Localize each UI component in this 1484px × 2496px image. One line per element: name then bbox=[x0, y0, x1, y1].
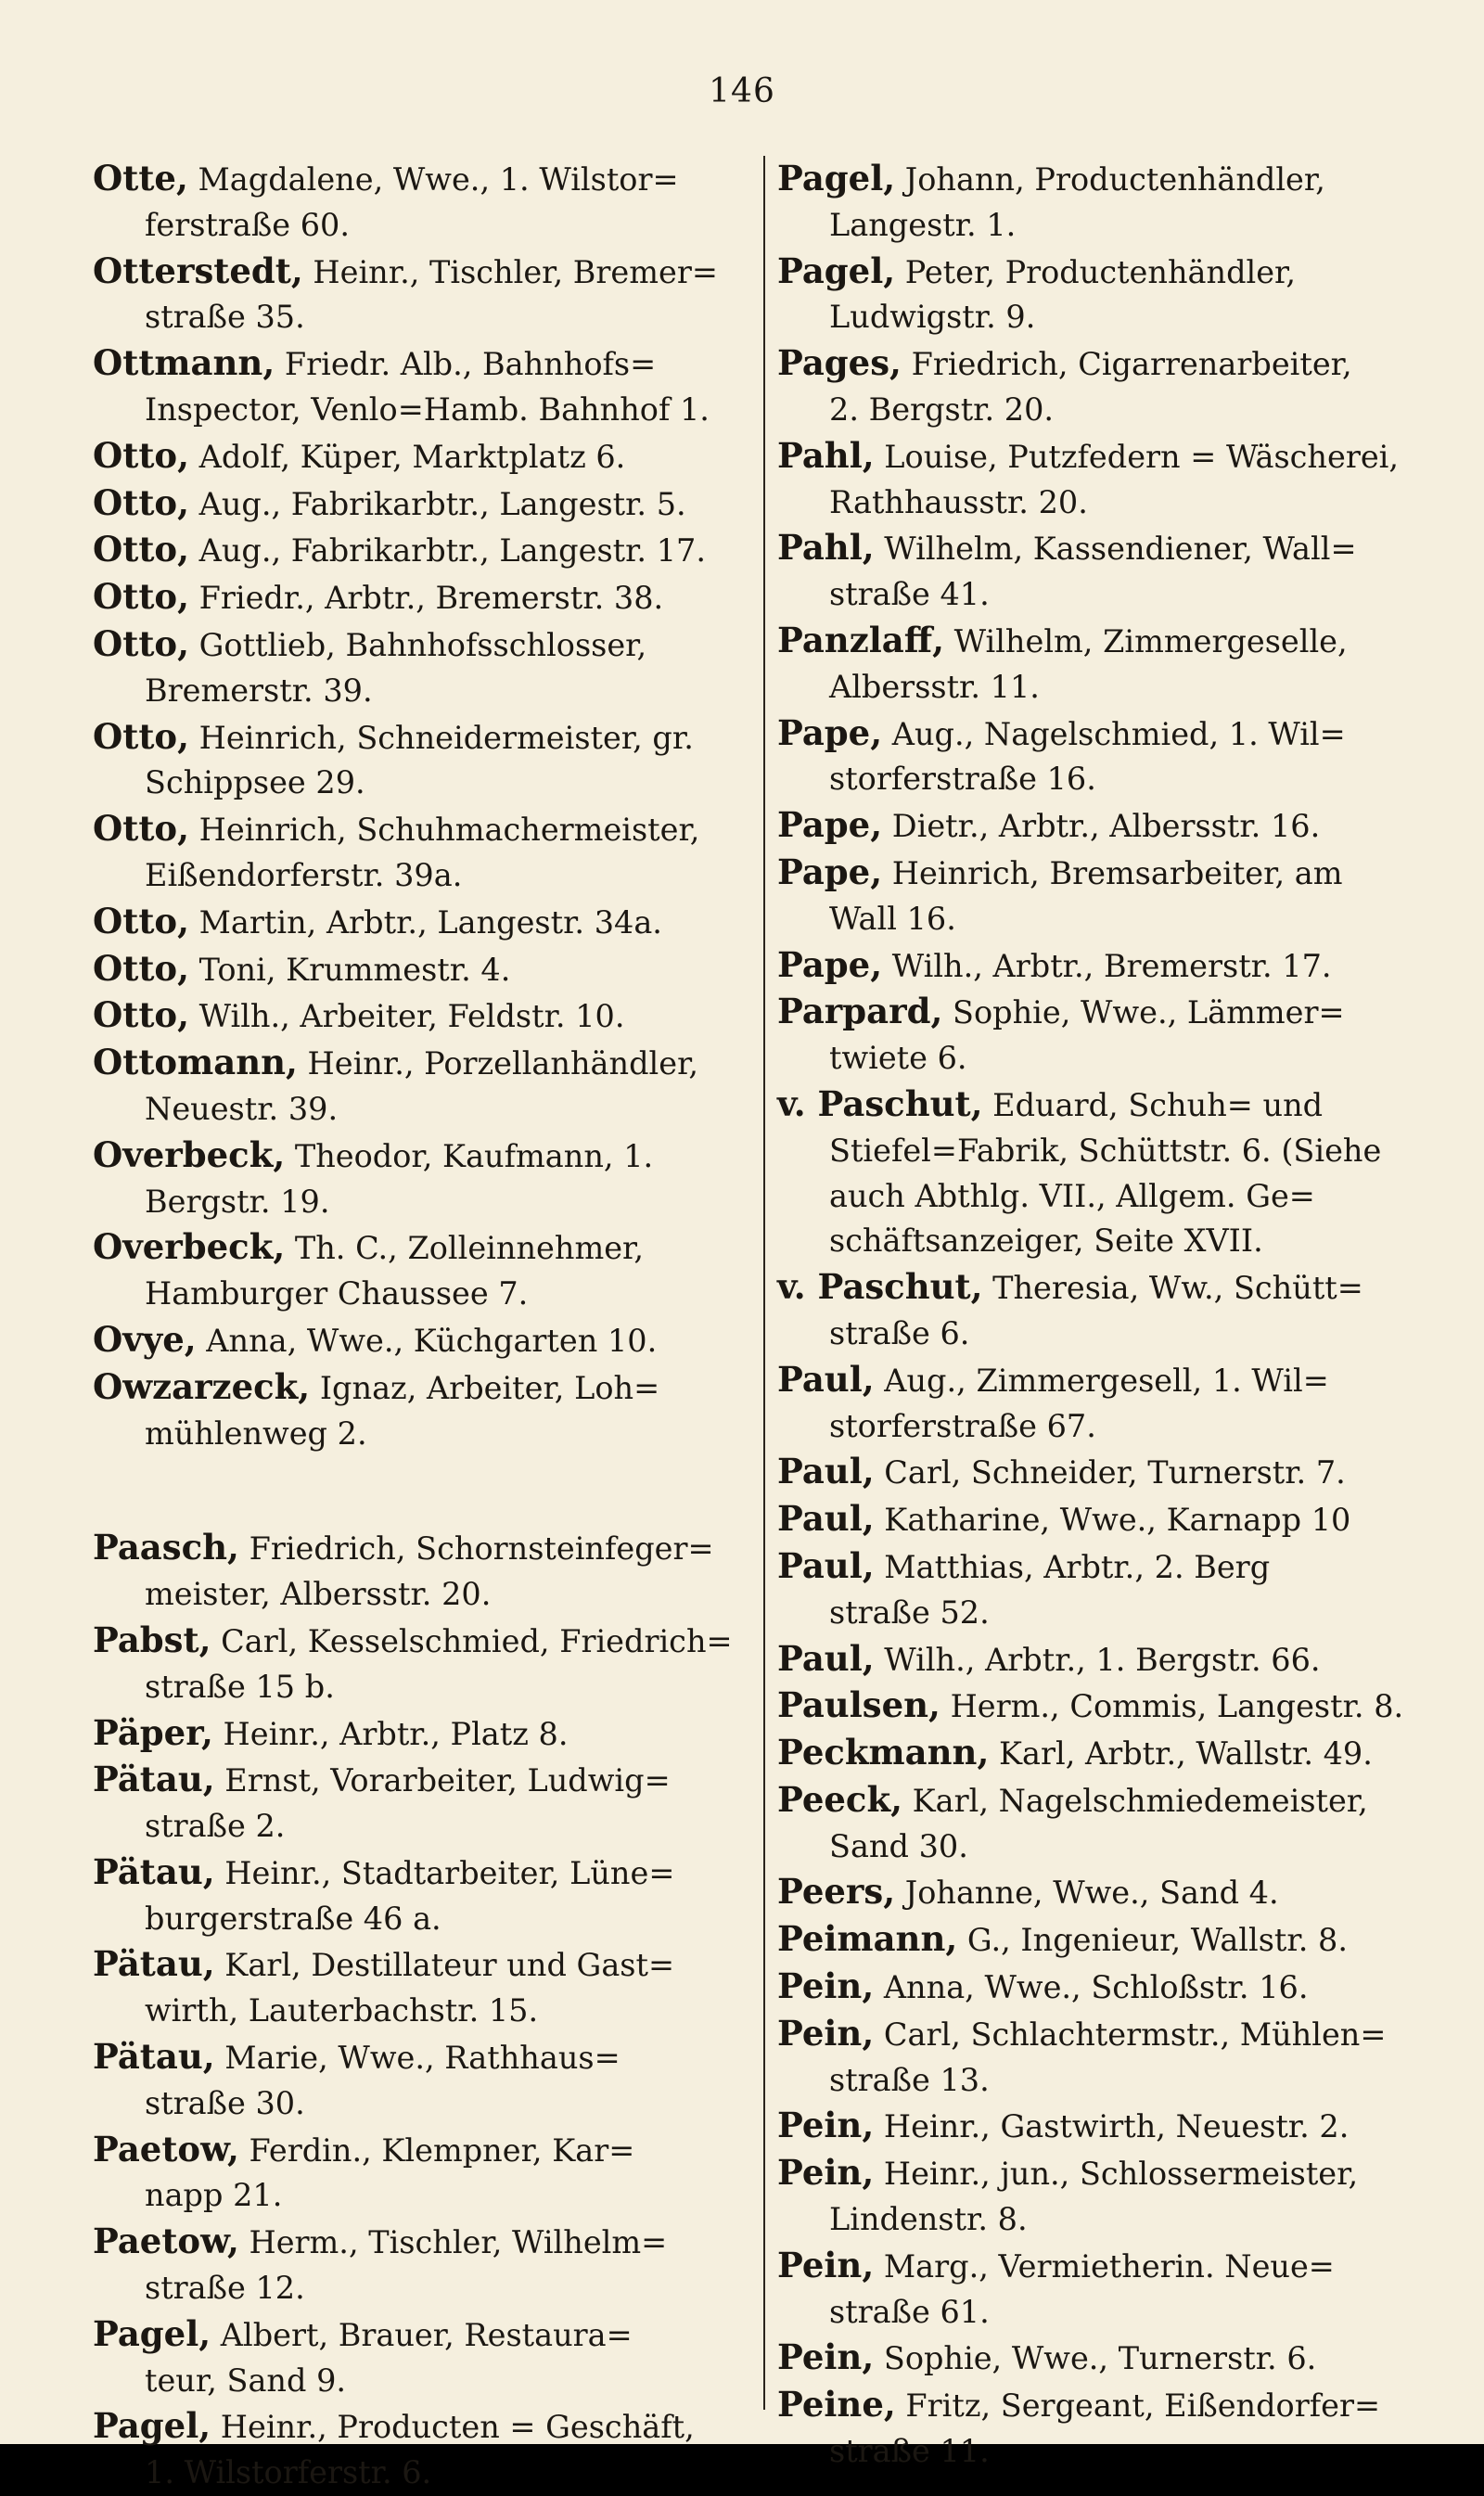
entry-text: Marie, Wwe., Rathhaus= bbox=[214, 2040, 620, 2077]
entry-line bbox=[777, 2011, 1438, 2058]
entry-continuation: Ludwigstr. 9. bbox=[829, 299, 1036, 336]
entry-name: Paul, bbox=[777, 1451, 875, 1492]
entry-line bbox=[93, 621, 753, 669]
entry-text: Theodor, Kaufmann, 1. bbox=[285, 1137, 654, 1174]
directory-entry bbox=[777, 1777, 1438, 1870]
entry-line bbox=[777, 1777, 1438, 1824]
entry-line bbox=[777, 433, 1438, 480]
entry-name: Paasch, bbox=[93, 1527, 239, 1568]
directory-entry bbox=[93, 480, 753, 528]
entry-name: Otto, bbox=[93, 994, 189, 1036]
directory-entry bbox=[777, 2103, 1438, 2150]
entry-line bbox=[777, 340, 1438, 388]
entry-line bbox=[777, 1082, 1438, 1129]
entry-line bbox=[777, 850, 1438, 897]
page-number: 146 bbox=[709, 72, 775, 110]
entry-name: Otto, bbox=[93, 434, 189, 476]
directory-entry bbox=[777, 1496, 1438, 1543]
entry-continuation: meister, Albersstr. 20. bbox=[145, 1576, 492, 1613]
entry-name: Overbeck, bbox=[93, 1226, 286, 1268]
entry-text: Matthias, Arbtr., 2. Berg bbox=[874, 1548, 1271, 1585]
directory-entry bbox=[777, 340, 1438, 433]
directory-entry bbox=[777, 1082, 1438, 1264]
entry-line bbox=[777, 2103, 1438, 2150]
directory-entry bbox=[777, 249, 1438, 341]
entry-name: Overbeck, bbox=[93, 1133, 286, 1175]
entry-text: Heinr., Arbtr., Platz 8. bbox=[212, 1715, 569, 1752]
directory-entry bbox=[93, 156, 753, 249]
directory-entry bbox=[777, 618, 1438, 710]
entry-line bbox=[93, 574, 753, 621]
entry-line bbox=[93, 249, 753, 296]
entry-continuation: Hamburger Chaussee 7. bbox=[145, 1275, 529, 1312]
entry-line bbox=[93, 1710, 753, 1758]
entry-line bbox=[777, 1496, 1438, 1543]
entry-name: Ottomann, bbox=[93, 1042, 298, 1083]
entry-name: Pabst, bbox=[93, 1619, 211, 1660]
entry-text: Martin, Arbtr., Langestr. 34a. bbox=[188, 903, 662, 941]
directory-entry bbox=[777, 1730, 1438, 1777]
directory-entry bbox=[777, 1636, 1438, 1683]
entry-text: Karl, Nagelschmiedemeister, bbox=[902, 1782, 1368, 1819]
entry-line bbox=[93, 2127, 753, 2174]
entry-continuation: 2. Bergstr. 20. bbox=[829, 390, 1055, 428]
entry-continuation: Wall 16. bbox=[829, 900, 956, 937]
entry-name: Pages, bbox=[777, 342, 902, 384]
entry-continuation: teur, Sand 9. bbox=[145, 2362, 347, 2399]
entry-text: Marg., Vermietherin. Neue= bbox=[874, 2247, 1335, 2285]
directory-entry bbox=[93, 1757, 753, 1850]
entry-line bbox=[93, 2311, 753, 2359]
entry-text: Th. C., Zolleinnehmer, bbox=[285, 1230, 645, 1267]
entry-name: Otterstedt, bbox=[93, 250, 303, 291]
entry-name: Peers, bbox=[777, 1871, 896, 1913]
entry-line bbox=[93, 1757, 753, 1804]
entry-line bbox=[777, 2243, 1438, 2290]
entry-text: Anna, Wwe., Schloßstr. 16. bbox=[874, 1969, 1309, 2006]
directory-entry bbox=[777, 1964, 1438, 2011]
entry-line bbox=[777, 710, 1438, 758]
entry-line bbox=[777, 1869, 1438, 1916]
directory-entry bbox=[93, 249, 753, 341]
directory-entry bbox=[93, 2219, 753, 2311]
entry-line bbox=[777, 156, 1438, 203]
directory-entry bbox=[93, 1133, 753, 1225]
entry-continuation: straße 13. bbox=[829, 2061, 990, 2098]
directory-entry bbox=[93, 1364, 753, 1457]
entry-name: Peimann, bbox=[777, 1918, 958, 1960]
entry-name: Pagel, bbox=[777, 158, 896, 198]
entry-text: Heinr., Gastwirth, Neuestr. 2. bbox=[874, 2108, 1350, 2145]
entry-name: Owzarzeck, bbox=[93, 1365, 311, 1407]
entry-line bbox=[93, 899, 753, 946]
entry-name: Peeck, bbox=[777, 1778, 902, 1820]
entry-name: Päper, bbox=[93, 1711, 213, 1753]
directory-entry bbox=[777, 1683, 1438, 1730]
directory-entry bbox=[93, 1525, 753, 1618]
directory-entry bbox=[93, 2034, 753, 2127]
entry-line bbox=[777, 942, 1438, 990]
entry-text: Magdalene, Wwe., 1. Wilstor= bbox=[187, 161, 679, 198]
entry-line bbox=[93, 992, 753, 1040]
entry-line bbox=[93, 1224, 753, 1272]
entry-name: Otto, bbox=[93, 900, 189, 941]
directory-entry bbox=[777, 2150, 1438, 2243]
entry-text: Friedrich, Schornsteinfeger= bbox=[238, 1530, 714, 1568]
entry-line bbox=[93, 340, 753, 388]
directory-entry bbox=[93, 2311, 753, 2404]
entry-text: Heinr., Producten = Geschäft, bbox=[211, 2409, 695, 2446]
entry-text: Carl, Kesselschmied, Friedrich= bbox=[211, 1622, 733, 1659]
entry-continuation: wirth, Lauterbachstr. 15. bbox=[145, 1992, 539, 2029]
entry-line bbox=[93, 2034, 753, 2081]
entry-continuation: straße 35. bbox=[145, 299, 305, 336]
entry-name: Pagel, bbox=[93, 2405, 211, 2447]
entry-line bbox=[93, 1618, 753, 1665]
entry-continuation: straße 52. bbox=[829, 1594, 990, 1631]
directory-entry bbox=[93, 2127, 753, 2220]
directory-entry bbox=[777, 710, 1438, 803]
entry-name: Otto, bbox=[93, 947, 189, 989]
directory-entry bbox=[777, 2382, 1438, 2475]
entry-name: Pätau, bbox=[93, 1759, 215, 1800]
entry-name: Peine, bbox=[777, 2384, 896, 2426]
entry-name: Pein, bbox=[777, 2105, 875, 2146]
directory-entry bbox=[93, 527, 753, 574]
entry-text: Heinr., Stadtarbeiter, Lüne= bbox=[214, 1854, 675, 1891]
directory-entry bbox=[93, 1317, 753, 1364]
entry-line bbox=[93, 946, 753, 993]
entry-text: Wilhelm, Kassendiener, Wall= bbox=[874, 531, 1357, 568]
left-column bbox=[93, 156, 753, 2496]
entry-continuation: schäftsanzeiger, Seite XVII. bbox=[829, 1222, 1263, 1260]
directory-entry bbox=[777, 1543, 1438, 1636]
entry-line bbox=[777, 618, 1438, 665]
entry-continuation: Lindenstr. 8. bbox=[829, 2201, 1028, 2238]
directory-entry bbox=[93, 340, 753, 433]
entry-text: Johanne, Wwe., Sand 4. bbox=[895, 1875, 1279, 1912]
entry-name: Panzlaff, bbox=[777, 619, 944, 660]
entry-continuation: twiete 6. bbox=[829, 1040, 967, 1077]
entry-line bbox=[777, 2382, 1438, 2429]
entry-text: Toni, Krummestr. 4. bbox=[188, 951, 511, 988]
directory-entry bbox=[777, 802, 1438, 850]
entry-continuation: straße 15 b. bbox=[145, 1668, 335, 1705]
entry-text: Karl, Arbtr., Wallstr. 49. bbox=[989, 1735, 1373, 1773]
entry-text: Ferdin., Klempner, Kar= bbox=[238, 2131, 635, 2169]
entry-text: Friedrich, Cigarrenarbeiter, bbox=[901, 346, 1352, 383]
entry-name: v. Paschut, bbox=[777, 1082, 983, 1124]
entry-continuation: ferstraße 60. bbox=[145, 206, 351, 243]
entry-line bbox=[93, 156, 753, 203]
directory-entry bbox=[777, 989, 1438, 1082]
entry-text: Wilh., Arbtr., 1. Bergstr. 66. bbox=[874, 1641, 1321, 1678]
entry-name: Otto, bbox=[93, 622, 189, 664]
entry-text: Wilhelm, Zimmergeselle, bbox=[944, 622, 1348, 659]
entry-text: Carl, Schlachtermstr., Mühlen= bbox=[874, 2016, 1387, 2053]
entry-continuation: straße 61. bbox=[829, 2293, 990, 2330]
entry-continuation: straße 2. bbox=[145, 1808, 286, 1845]
entry-line bbox=[777, 1964, 1438, 2011]
entry-line bbox=[93, 1941, 753, 1989]
directory-entry bbox=[93, 1710, 753, 1758]
directory-entry bbox=[93, 946, 753, 993]
entry-text: Sophie, Wwe., Lämmer= bbox=[942, 994, 1345, 1031]
directory-entry bbox=[93, 574, 753, 621]
entry-name: Paulsen, bbox=[777, 1684, 940, 1726]
entry-line bbox=[93, 1364, 753, 1412]
directory-entry bbox=[777, 2243, 1438, 2336]
entry-name: Pein, bbox=[777, 2152, 875, 2194]
entry-text: Karl, Destillateur und Gast= bbox=[214, 1947, 675, 1984]
directory-entry bbox=[777, 433, 1438, 526]
entry-text: Friedr. Alb., Bahnhofs= bbox=[275, 346, 657, 383]
section-gap bbox=[93, 1456, 753, 1525]
entry-text: Katharine, Wwe., Karnapp 10 bbox=[874, 1502, 1351, 1539]
entry-name: Ovye, bbox=[93, 1318, 197, 1360]
entry-line bbox=[777, 1636, 1438, 1683]
entry-name: Otto, bbox=[93, 529, 189, 570]
entry-line bbox=[777, 1916, 1438, 1964]
entry-text: Gottlieb, Bahnhofsschlosser, bbox=[188, 626, 647, 663]
directory-entry bbox=[777, 156, 1438, 249]
entry-line bbox=[93, 1317, 753, 1364]
entry-text: Aug., Nagelschmied, 1. Wil= bbox=[882, 715, 1346, 752]
entry-continuation: straße 41. bbox=[829, 576, 990, 613]
entry-text: Ernst, Vorarbeiter, Ludwig= bbox=[214, 1762, 671, 1799]
entry-line bbox=[777, 249, 1438, 296]
entry-line bbox=[777, 525, 1438, 572]
entry-text: Ignaz, Arbeiter, Loh= bbox=[310, 1369, 660, 1406]
entry-line bbox=[777, 1543, 1438, 1591]
entry-text: Aug., Fabrikarbtr., Langestr. 17. bbox=[188, 532, 707, 570]
entry-continuation: straße 30. bbox=[145, 2084, 305, 2121]
entry-name: Otto, bbox=[93, 576, 189, 618]
entry-line bbox=[93, 1525, 753, 1572]
entry-text: Heinr., Porzellanhändler, bbox=[297, 1045, 699, 1082]
entry-continuation: Neuestr. 39. bbox=[145, 1090, 339, 1127]
directory-entry bbox=[777, 1869, 1438, 1916]
entry-name: Pagel, bbox=[777, 250, 896, 291]
entry-continuation: burgerstraße 46 a. bbox=[145, 1900, 441, 1937]
entry-text: Herm., Commis, Langestr. 8. bbox=[940, 1688, 1404, 1725]
entry-text: Dietr., Arbtr., Albersstr. 16. bbox=[882, 808, 1321, 845]
entry-continuation: straße 11. bbox=[829, 2433, 990, 2470]
entry-continuation: Schippsee 29. bbox=[145, 764, 365, 801]
entry-name: Paul, bbox=[777, 1544, 875, 1586]
entry-text: Johann, Productenhändler, bbox=[895, 161, 1325, 198]
directory-entry bbox=[93, 1618, 753, 1710]
entry-name: Paul, bbox=[777, 1498, 875, 1540]
entry-text: Wilh., Arbeiter, Feldstr. 10. bbox=[188, 998, 625, 1035]
directory-entry bbox=[93, 621, 753, 714]
entry-text: Wilh., Arbtr., Bremerstr. 17. bbox=[882, 947, 1332, 984]
entry-name: Otto, bbox=[93, 808, 189, 850]
entry-continuation: Eißendorferstr. 39a. bbox=[145, 856, 463, 893]
entry-continuation: Bergstr. 19. bbox=[145, 1183, 330, 1220]
entry-line bbox=[777, 1264, 1438, 1312]
entry-name: Pagel, bbox=[93, 2312, 211, 2354]
entry-line bbox=[777, 2335, 1438, 2382]
entry-text: Carl, Schneider, Turnerstr. 7. bbox=[874, 1454, 1346, 1491]
entry-continuation: Langestr. 1. bbox=[829, 206, 1017, 243]
directory-entry bbox=[777, 850, 1438, 942]
entry-continuation: Sand 30. bbox=[829, 1827, 968, 1864]
entry-name: Otte, bbox=[93, 158, 188, 198]
entry-name: Paul, bbox=[777, 1358, 875, 1400]
entry-text: Adolf, Küper, Marktplatz 6. bbox=[188, 438, 626, 475]
entry-text: Heinrich, Bremsarbeiter, am bbox=[882, 854, 1343, 891]
entry-line bbox=[777, 989, 1438, 1036]
entry-continuation: storferstraße 16. bbox=[829, 761, 1096, 798]
entry-continuation: Albersstr. 11. bbox=[829, 668, 1040, 705]
entry-continuation: 1. Wilstorferstr. 6. bbox=[145, 2454, 432, 2491]
directory-entry bbox=[93, 899, 753, 946]
entry-text: Heinrich, Schuhmachermeister, bbox=[188, 812, 700, 849]
entry-name: Pahl, bbox=[777, 434, 875, 476]
directory-entry bbox=[93, 1941, 753, 2034]
directory-entry bbox=[93, 2403, 753, 2496]
entry-name: Otto, bbox=[93, 715, 189, 757]
entry-name: Pahl, bbox=[777, 527, 875, 569]
entry-line bbox=[93, 714, 753, 762]
entry-name: v. Paschut, bbox=[777, 1266, 983, 1308]
right-column bbox=[777, 156, 1438, 2475]
entry-line bbox=[93, 806, 753, 853]
entry-name: Peckmann, bbox=[777, 1732, 990, 1773]
directory-entry bbox=[93, 992, 753, 1040]
entry-text: Heinr., Tischler, Bremer= bbox=[302, 253, 718, 290]
entry-line bbox=[93, 527, 753, 574]
entry-text: G., Ingenieur, Wallstr. 8. bbox=[957, 1922, 1348, 1959]
entry-line bbox=[93, 480, 753, 528]
entry-line bbox=[777, 2150, 1438, 2197]
entry-continuation: mühlenweg 2. bbox=[145, 1414, 367, 1452]
entry-name: Pätau, bbox=[93, 2036, 215, 2078]
entry-name: Pätau, bbox=[93, 1943, 215, 1985]
entry-line bbox=[777, 1357, 1438, 1404]
directory-entry bbox=[777, 2011, 1438, 2104]
entry-text: Fritz, Sergeant, Eißendorfer= bbox=[895, 2387, 1381, 2425]
entry-name: Pein, bbox=[777, 2336, 875, 2378]
entry-text: Eduard, Schuh= und bbox=[982, 1086, 1324, 1123]
entry-text: Louise, Putzfedern = Wäscherei, bbox=[874, 438, 1400, 475]
entry-continuation: Bremerstr. 39. bbox=[145, 672, 373, 709]
directory-entry bbox=[777, 525, 1438, 618]
directory-entry bbox=[777, 1916, 1438, 1964]
entry-text: Albert, Brauer, Restaura= bbox=[211, 2316, 633, 2353]
entry-name: Pape, bbox=[777, 804, 883, 846]
directory-entry bbox=[93, 806, 753, 899]
entry-name: Paetow, bbox=[93, 2128, 239, 2170]
entry-text: Anna, Wwe., Küchgarten 10. bbox=[196, 1322, 658, 1359]
entry-line bbox=[93, 1850, 753, 1897]
entry-name: Paul, bbox=[777, 1637, 875, 1679]
directory-entry bbox=[777, 1357, 1438, 1450]
entry-line bbox=[777, 1449, 1438, 1496]
entry-text: Heinrich, Schneidermeister, gr. bbox=[188, 719, 694, 756]
entry-line bbox=[93, 1133, 753, 1180]
entry-text: Aug., Fabrikarbtr., Langestr. 5. bbox=[188, 485, 686, 522]
entry-line bbox=[777, 1683, 1438, 1730]
entry-name: Ottmann, bbox=[93, 342, 275, 384]
directory-entry bbox=[777, 1264, 1438, 1357]
directory-entry bbox=[93, 714, 753, 807]
entry-text: Friedr., Arbtr., Bremerstr. 38. bbox=[188, 580, 664, 617]
directory-entry bbox=[93, 1224, 753, 1317]
directory-entry bbox=[777, 942, 1438, 990]
entry-line bbox=[93, 433, 753, 480]
entry-name: Pein, bbox=[777, 1965, 875, 2007]
entry-name: Pape, bbox=[777, 943, 883, 985]
entry-text: Sophie, Wwe., Turnerstr. 6. bbox=[874, 2340, 1317, 2377]
entry-name: Pein, bbox=[777, 2012, 875, 2054]
entry-name: Otto, bbox=[93, 481, 189, 523]
entry-name: Pape, bbox=[777, 851, 883, 892]
entry-text: Theresia, Ww., Schütt= bbox=[982, 1270, 1363, 1307]
entry-continuation: straße 12. bbox=[145, 2270, 305, 2307]
entry-line bbox=[777, 1730, 1438, 1777]
directory-entry bbox=[93, 1040, 753, 1133]
entry-name: Parpard, bbox=[777, 991, 943, 1032]
entry-line bbox=[93, 1040, 753, 1087]
column-divider bbox=[763, 156, 765, 2410]
entry-continuation: storferstraße 67. bbox=[829, 1407, 1096, 1444]
entry-name: Paetow, bbox=[93, 2221, 239, 2262]
entry-continuation: Inspector, Venlo=Hamb. Bahnhof 1. bbox=[145, 390, 710, 428]
entry-continuation: auch Abthlg. VII., Allgem. Ge= bbox=[829, 1177, 1315, 1214]
entry-line bbox=[777, 802, 1438, 850]
entry-text: Peter, Productenhändler, bbox=[895, 253, 1297, 290]
entry-continuation: Rathhausstr. 20. bbox=[829, 483, 1088, 520]
entry-continuation: straße 6. bbox=[829, 1314, 970, 1351]
directory-entry bbox=[777, 1449, 1438, 1496]
entry-text: Herm., Tischler, Wilhelm= bbox=[238, 2224, 668, 2261]
entry-name: Pein, bbox=[777, 2244, 875, 2285]
directory-entry bbox=[93, 1850, 753, 1942]
entry-text: Aug., Zimmergesell, 1. Wil= bbox=[874, 1362, 1329, 1399]
directory-entry bbox=[93, 433, 753, 480]
entry-text: Heinr., jun., Schlossermeister, bbox=[874, 2156, 1359, 2193]
entry-name: Pätau, bbox=[93, 1850, 215, 1892]
entry-name: Pape, bbox=[777, 711, 883, 753]
entry-continuation: Stiefel=Fabrik, Schüttstr. 6. (Siehe bbox=[829, 1132, 1382, 1169]
entry-continuation: napp 21. bbox=[145, 2177, 283, 2214]
directory-entry bbox=[777, 2335, 1438, 2382]
entry-line bbox=[93, 2219, 753, 2266]
